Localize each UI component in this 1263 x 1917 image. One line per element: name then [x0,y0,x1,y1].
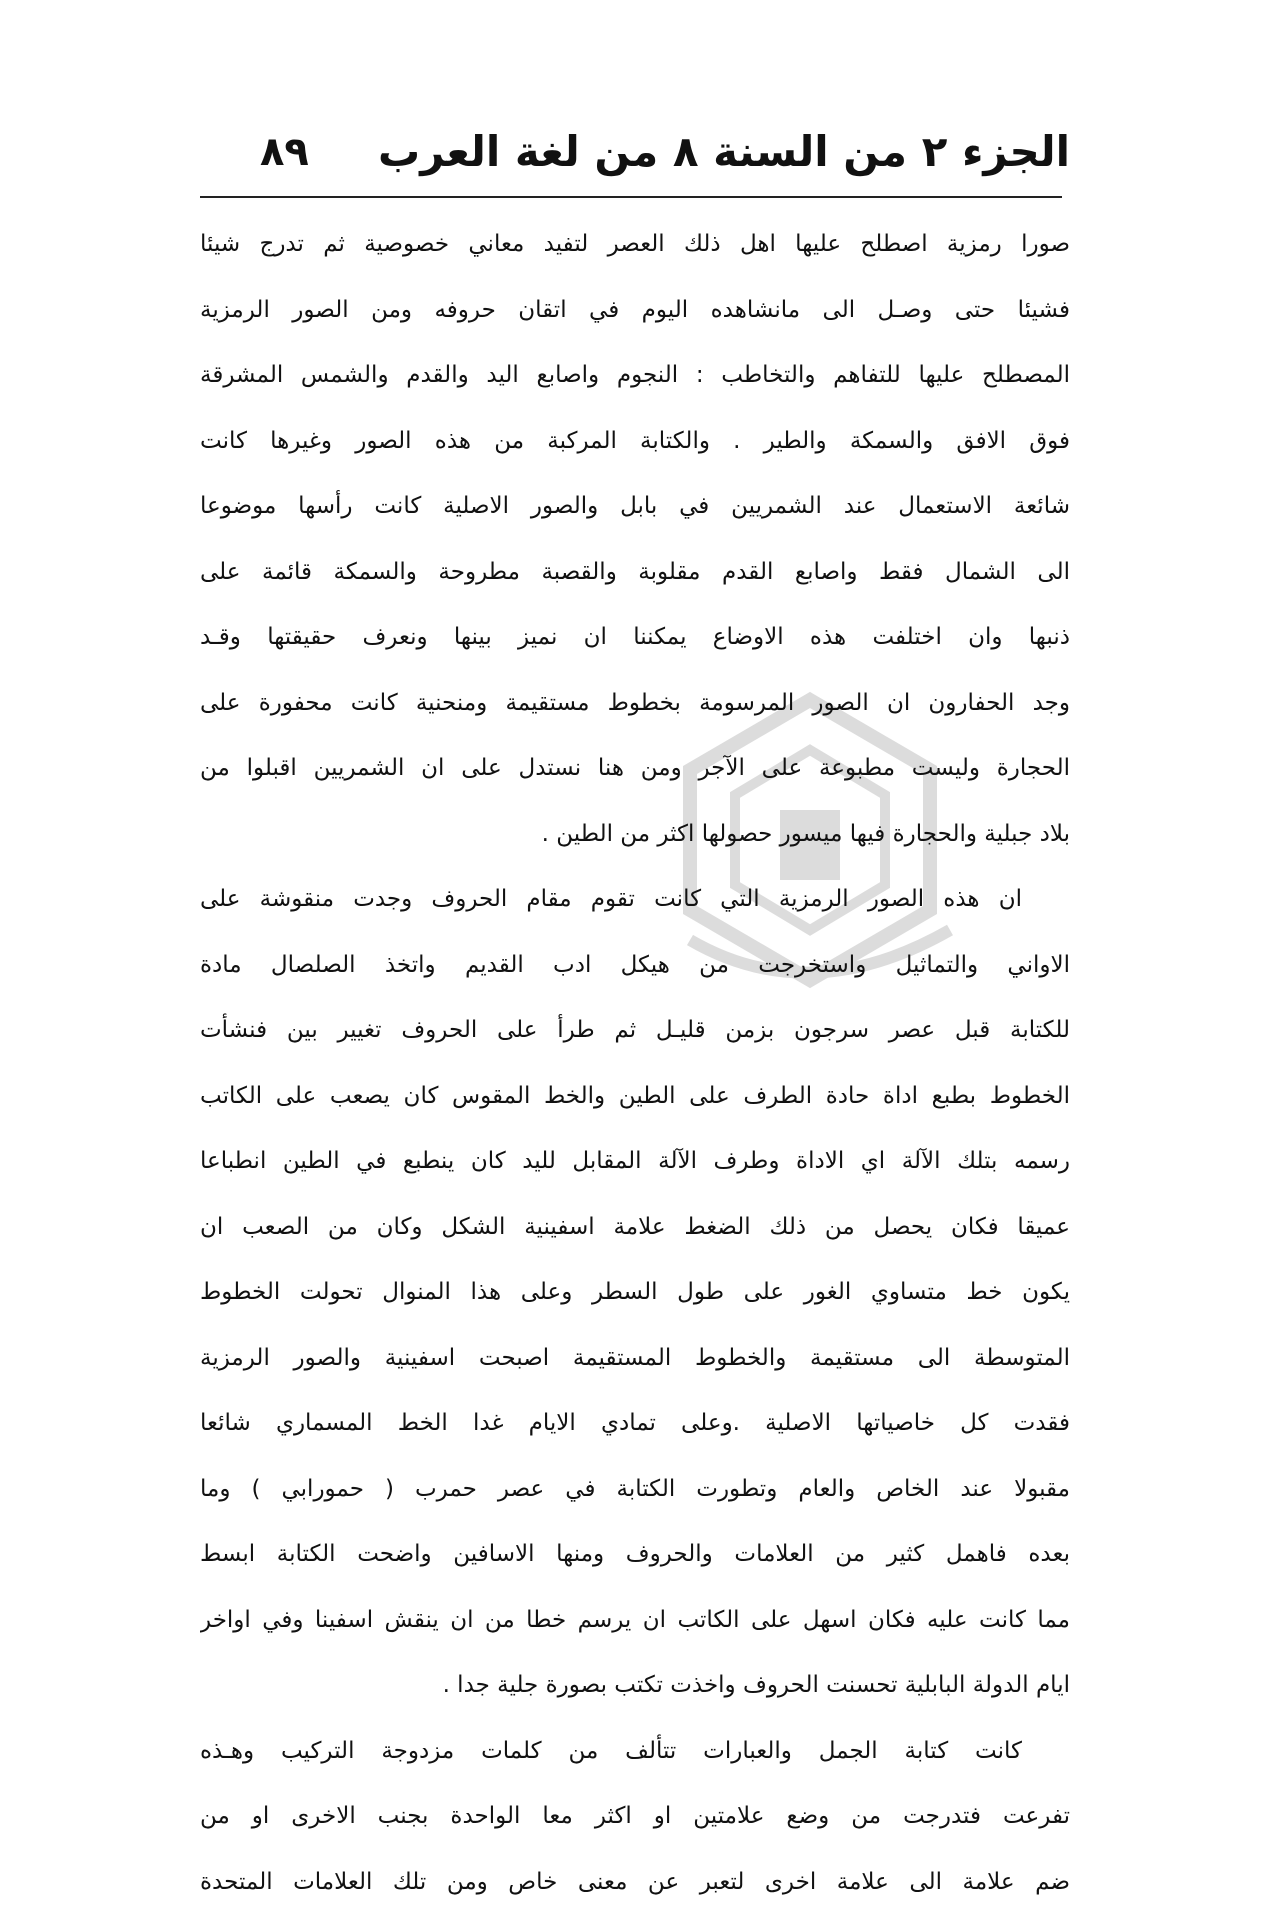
text-line: مما كانت عليه فكان اسهل على الكاتب ان يرسم خطا من ان ينقش اسفينا وفي اواخر [200,1606,1070,1633]
text-line: فقدت كل خاصياتها الاصلية .وعلى تمادي الايام غدا الخط المسماري شائعا [200,1410,1070,1436]
text-line: ذنبها وان اختلفت هذه الاوضاع يمكننا ان نميز بينها ونعرف حقيقتها وقـد [200,624,1070,650]
text-line: يكون خط متساوي الغور على طول السطر وعلى هذا المنوال تحولت الخطوط [200,1279,1070,1305]
page-number: ٨٩ [260,129,309,175]
text-line: المصطلح عليها للتفاهم والتخاطب : النجوم واصابع اليد والقدم والشمس المشرقة [200,362,1070,388]
paragraph-3 [200,1719,1070,1916]
text-line: فشيئا حتى وصـل الى مانشاهده اليوم في اتقان حروفه ومن الصور الرمزية [200,296,1070,323]
text-line: بعده فاهمل كثير من العلامات والحروف ومنها الاسافين واضحت الكتابة ابسط [200,1541,1070,1567]
text-line: الى الشمال فقط واصابع القدم مقلوبة والقصبة مطروحة والسمكة قائمة على [200,558,1070,585]
text-line: رسمه بتلك الآلة اي الاداة وطرف الآلة المقابل لليد كان ينطبع في الطين انطباعا [200,1148,1070,1174]
text-line: وجد الحفارون ان الصور المرسومة بخطوط مستقيمة ومنحنية كانت محفورة على [200,689,1070,716]
text-line: مقبولا عند الخاص والعام وتطورت الكتابة في عصر حمرب ( حمورابي ) وما [200,1475,1070,1502]
text-line: الاواني والتماثيل واستخرجت من هيكل ادب القديم واتخذ الصلصال مادة [200,951,1070,978]
text-line: بلاد جبلية والحجارة فيها ميسور حصولها اكثر من الطين . [541,820,1070,847]
paragraph-1 [200,212,1070,867]
text-line: عميقا فكان يحصل من ذلك الضغط علامة اسفينية الشكل وكان من الصعب ان [200,1213,1070,1240]
text-line: تفرعت فتدرجت من وضع علامتين او اكثر معا الواحدة بجنب الاخرى او من [200,1803,1070,1829]
header-title: الجزء ٢ من السنة ٨ من لغة العرب [378,127,1070,176]
text-line: المتوسطة الى مستقيمة والخطوط المستقيمة اصبحت اسفينية والصور الرمزية [200,1344,1070,1371]
text-line: شائعة الاستعمال عند الشمريين في بابل والصور الاصلية كانت رأسها موضوعا [200,493,1070,519]
text-line: الخطوط بطبع اداة حادة الطرف على الطين والخط المقوس كان يصعب على الكاتب [200,1082,1070,1109]
article-body [200,212,1070,1915]
paragraph-2 [200,867,1070,1719]
text-line: كانت كتابة الجمل والعبارات تتألف من كلمات مزدوجة التركيب وهـذه [200,1737,1022,1764]
text-line: ضم علامة الى علامة اخرى لتعبر عن معنى خاص ومن تلك العلامات المتحدة [200,1868,1070,1895]
text-line: صورا رمزية اصطلح عليها اهل ذلك العصر لتفيد معاني خصوصية ثم تدرج شيئا [200,231,1070,257]
text-line: فوق الافق والسمكة والطير . والكتابة المركبة من هذه الصور وغيرها كانت [200,427,1070,454]
text-line: ايام الدولة البابلية تحسنت الحروف واخذت تكتب بصورة جلية جدا . [442,1672,1070,1698]
text-line: للكتابة قبل عصر سرجون بزمن قليـل ثم طرأ على الحروف تغيير بين فنشأت [200,1017,1070,1043]
text-line: الحجارة وليست مطبوعة على الآجر ومن هنا نستدل على ان الشمريين اقبلوا من [200,755,1070,781]
text-line: ان هذه الصور الرمزية التي كانت تقوم مقام الحروف وجدت منقوشة على [200,886,1022,912]
header-rule [200,196,1062,198]
running-header [200,122,1070,192]
